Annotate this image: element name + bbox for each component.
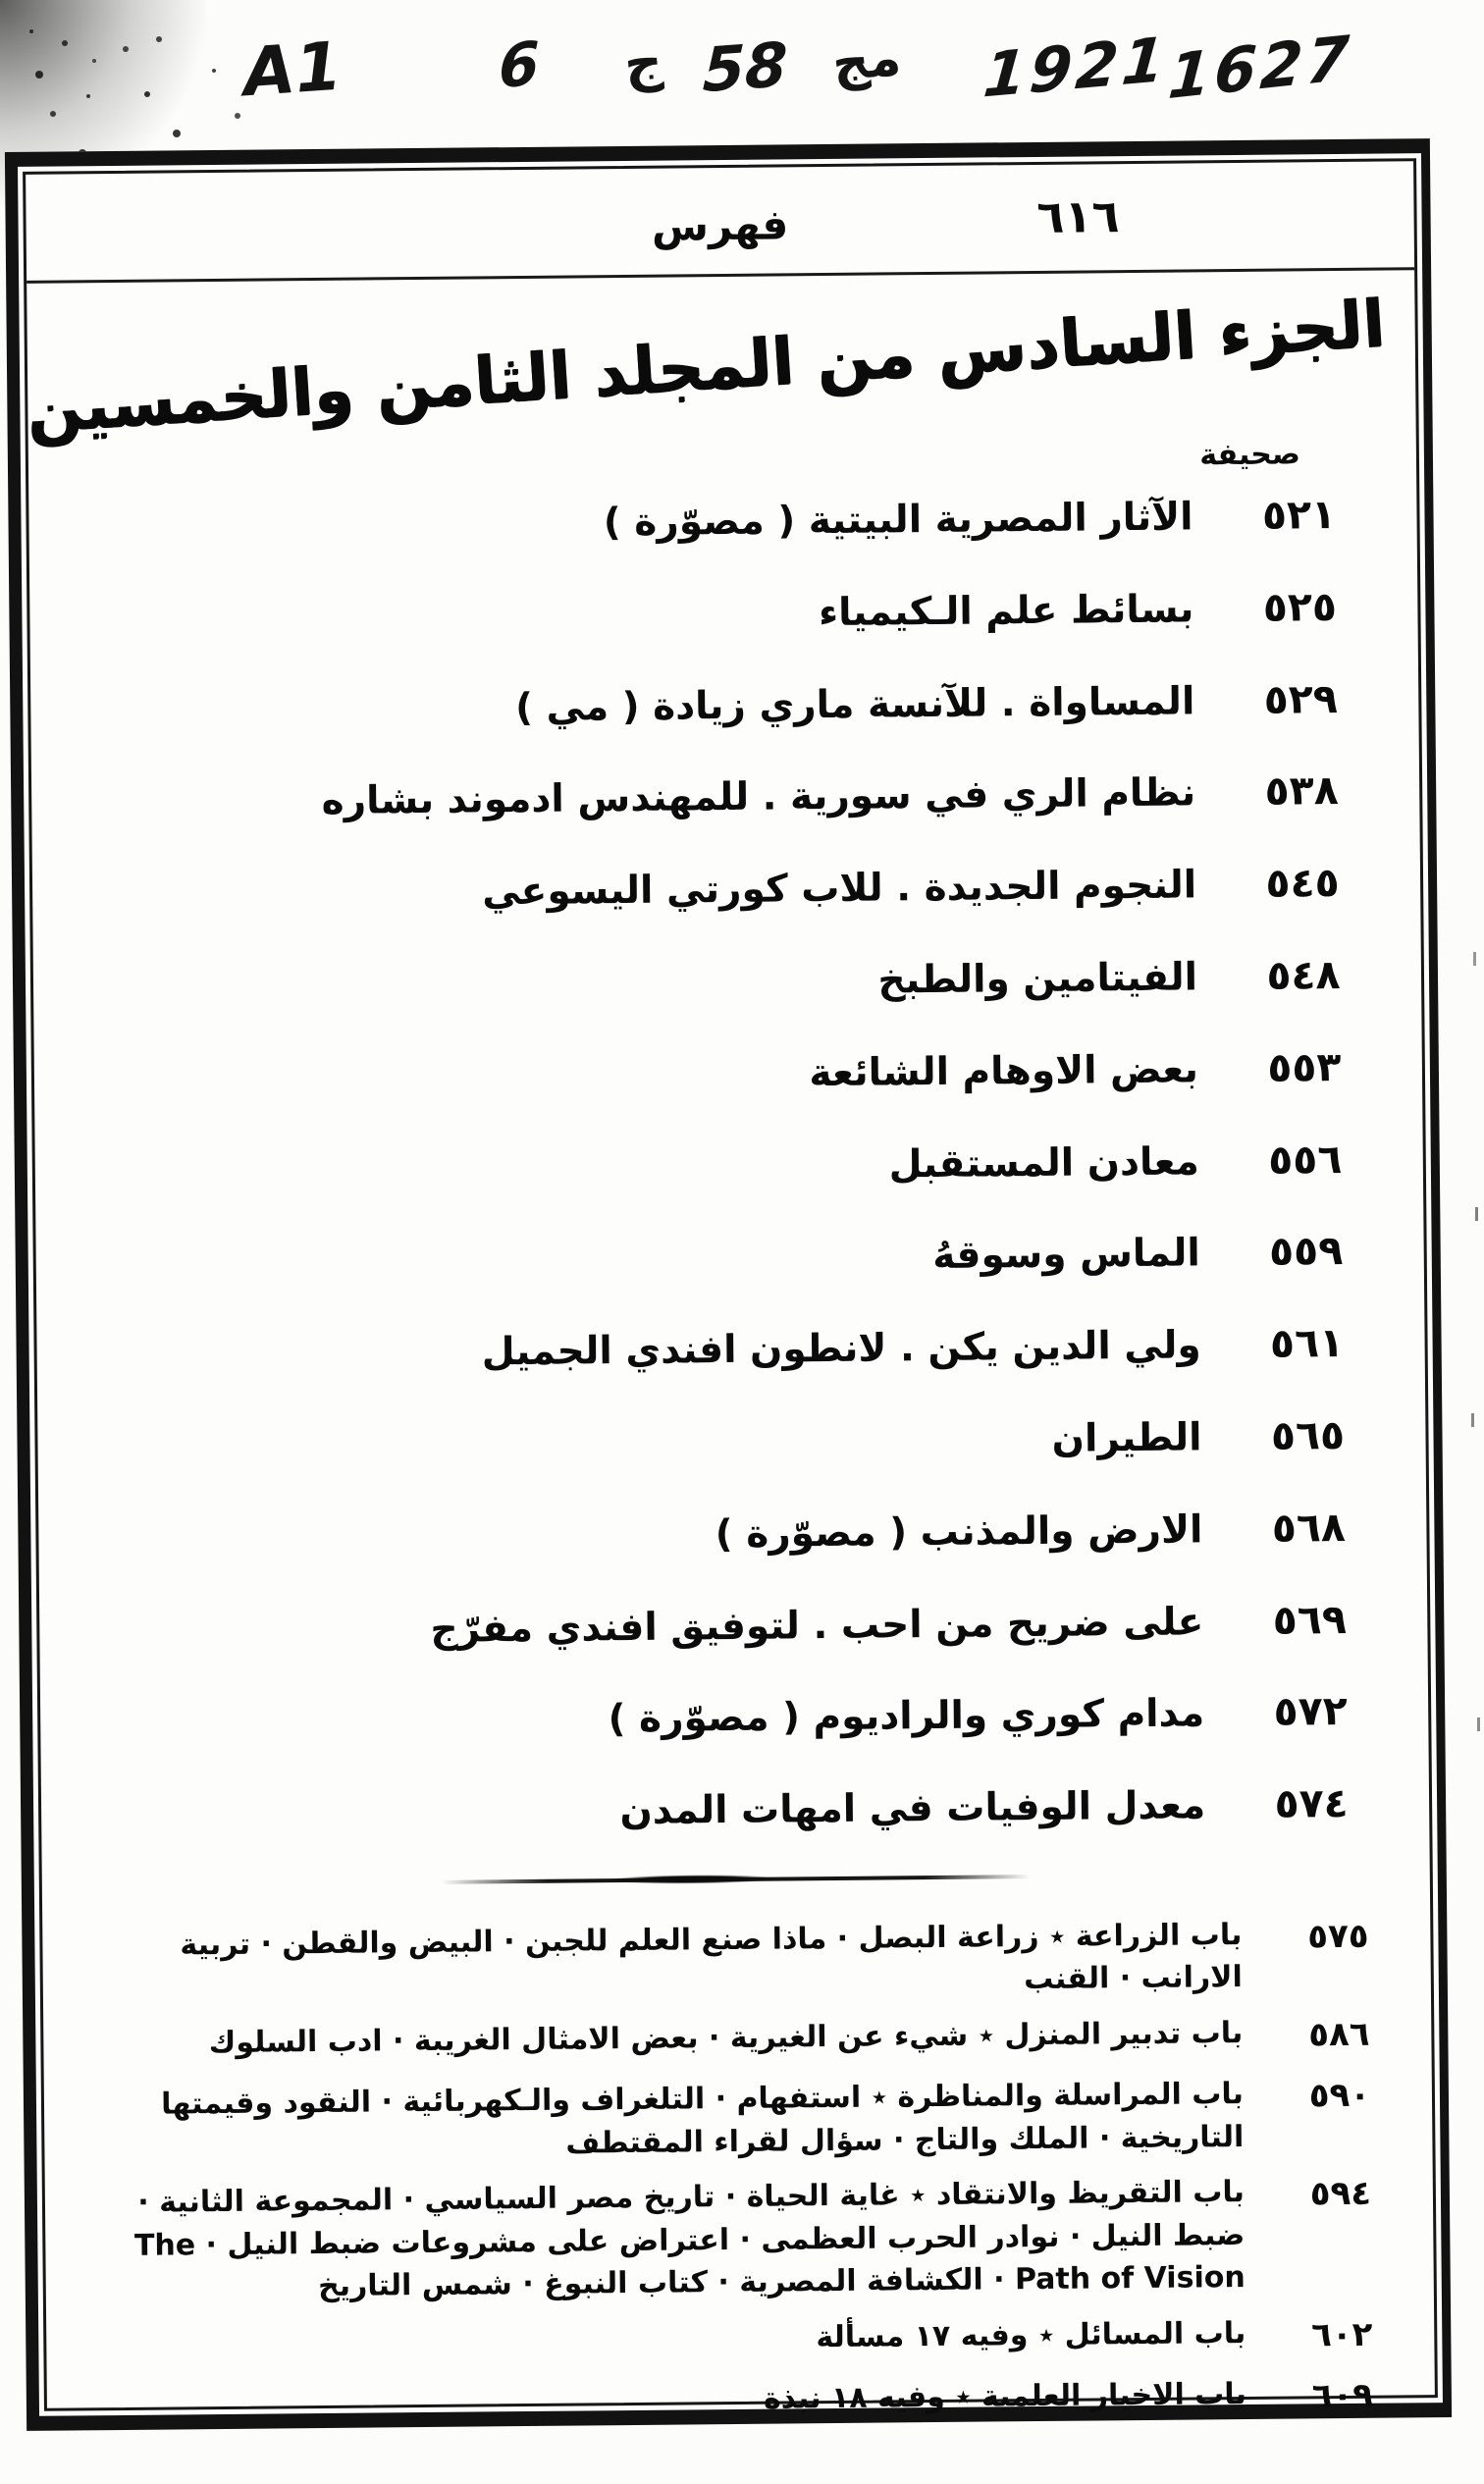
toc-article-title: بسائط علم الـكيمياء xyxy=(818,587,1194,635)
toc-page-number: ٥٤٨ xyxy=(1266,950,1341,999)
handwriting-item: مج xyxy=(829,27,904,94)
toc-article-title: الارض والمذنب ( مصوّرة ) xyxy=(715,1507,1203,1557)
toc-row xyxy=(105,1319,1361,1380)
toc-article-title: معدل الوفيات في امهات المدن xyxy=(619,1783,1206,1834)
page-column-label: صحيفة xyxy=(1199,437,1301,473)
toc-article-title: بعض الاوهام الشائعة xyxy=(809,1047,1199,1095)
handwritten-annotation xyxy=(0,10,1484,128)
toc-article-title: معادن المستقبل xyxy=(888,1138,1200,1188)
toc-page-number: ٥٦٥ xyxy=(1270,1410,1346,1459)
department-row xyxy=(93,2310,1393,2371)
toc-article-title: الماس وسوقهُ xyxy=(932,1231,1200,1279)
department-page-number: ٥٩٤ xyxy=(1309,2174,1372,2214)
department-row xyxy=(90,2011,1390,2072)
toc-page-number: ٥٣٨ xyxy=(1264,766,1339,816)
toc-row xyxy=(98,583,1354,644)
handwriting-item: 6 xyxy=(498,28,541,103)
toc-row xyxy=(99,674,1355,735)
volume-part-title: الجزء السادس من المجلد الثامن والخمسين xyxy=(24,286,1388,449)
toc-row xyxy=(109,1687,1365,1748)
department-row xyxy=(92,2170,1393,2310)
toc-article-title: ولي الدين يكن . لانطون افندي الجميل xyxy=(481,1323,1201,1375)
handwriting-item: 1627 xyxy=(1165,21,1355,114)
department-title: باب الاخبار العلمية ٭ وفيه ١٨ نبذة xyxy=(763,2377,1247,2416)
toc-row xyxy=(101,859,1357,920)
page-border-inner-rule xyxy=(23,158,1438,2416)
toc-article-title: الطيران xyxy=(1051,1415,1202,1461)
handwriting-item: 58 xyxy=(701,27,789,107)
department-page-number: ٥٨٦ xyxy=(1308,2014,1370,2055)
toc-page-number: ٥٧٤ xyxy=(1274,1779,1349,1827)
department-page-number: ٥٧٥ xyxy=(1307,1916,1369,1957)
toc-row xyxy=(105,1227,1361,1288)
toc-row xyxy=(100,766,1356,827)
department-title: باب المسائل ٭ وفيه ١٧ مسألة xyxy=(816,2315,1246,2354)
toc-page-number: ٥٧٢ xyxy=(1273,1687,1348,1736)
toc-article-title: مدام كوري والراديوم ( مصوّرة ) xyxy=(608,1691,1205,1742)
running-head xyxy=(26,161,1414,284)
toc-row xyxy=(108,1595,1364,1656)
toc-row xyxy=(104,1135,1360,1195)
section-separator-rule xyxy=(442,1875,1031,1884)
toc-row xyxy=(106,1411,1362,1472)
department-title: باب التقريظ والانتقاد ٭ غاية الحياة · تاريخ مصر السياسي · المجموعة الثانية · ضبط النيل · نوادر الحرب العظمى · اعتراض على مشروعات ضبط النيل · The Path of Vision · الكشافة المصرية · كتاب النبوغ · شمس التاريخ xyxy=(133,2175,1246,2304)
department-row xyxy=(91,2072,1392,2170)
article-entry-list xyxy=(97,491,1366,1840)
toc-page-number: ٥٢٩ xyxy=(1263,674,1339,723)
toc-row xyxy=(97,491,1353,552)
toc-page-number: ٥٦٨ xyxy=(1271,1503,1347,1552)
department-entry-list xyxy=(89,1913,1394,2433)
toc-row xyxy=(107,1504,1363,1564)
handwriting-item: 1921 xyxy=(980,23,1172,112)
toc-page-number: ٥٤٥ xyxy=(1265,859,1340,907)
toc-page-number: ٥٢١ xyxy=(1261,491,1337,539)
toc-page-number: ٥٥٦ xyxy=(1268,1135,1343,1184)
toc-page-number: ٥٥٩ xyxy=(1268,1227,1344,1276)
scan-edge-marks xyxy=(1475,1207,1478,1221)
toc-page-number: ٥٦١ xyxy=(1269,1319,1345,1367)
toc-article-title: نظام الري في سورية . للمهندس ادموند بشاره xyxy=(321,770,1196,824)
toc-article-title: الآثار المصرية البيتية ( مصوّرة ) xyxy=(603,495,1193,546)
toc-article-title: المساواة . للآنسة ماري زيادة ( مي ) xyxy=(514,679,1195,730)
page-border-frame xyxy=(5,138,1452,2431)
toc-row xyxy=(110,1779,1366,1840)
department-page-number: ٥٩٠ xyxy=(1308,2076,1371,2116)
department-row xyxy=(94,2372,1394,2433)
toc-page-number: ٥٥٣ xyxy=(1267,1042,1342,1091)
department-page-number: ٦٠٩ xyxy=(1311,2375,1374,2416)
folio-page-number: ٦١٦ xyxy=(1036,189,1120,243)
toc-article-title: على ضريح من احب . لتوفيق افندي مفرّج xyxy=(430,1599,1204,1652)
toc-page-number: ٥٢٥ xyxy=(1262,582,1338,631)
department-page-number: ٦٠٢ xyxy=(1310,2314,1373,2355)
department-title: باب المراسلة والمناظرة ٭ استفهام · التلغراف والـكهربائية · النقود وقيمتها التاريخية · الملك والتاج · سؤال لقراء المقتطف xyxy=(160,2077,1245,2161)
department-title: باب تدبير المنزل ٭ شيء عن الغيرية · بعض الامثال الغريبة · ادب السلوك xyxy=(208,2015,1244,2061)
toc-row xyxy=(103,1043,1359,1104)
handwriting-item: A1 xyxy=(240,27,344,113)
index-heading: فهرس xyxy=(651,200,789,250)
department-row xyxy=(89,1913,1390,2011)
toc-article-title: الفيتامين والطبخ xyxy=(877,955,1198,1003)
department-title: باب الزراعة ٭ زراعة البصل · ماذا صنع العلم للجبن · البيض والقطن · تربية الارانب · القنب xyxy=(180,1917,1243,1997)
handwriting-item: ج xyxy=(621,29,665,95)
toc-page-number: ٥٦٩ xyxy=(1272,1595,1348,1644)
toc-row xyxy=(102,951,1358,1012)
toc-article-title: النجوم الجديدة . للاب كورتي اليسوعي xyxy=(482,863,1197,915)
